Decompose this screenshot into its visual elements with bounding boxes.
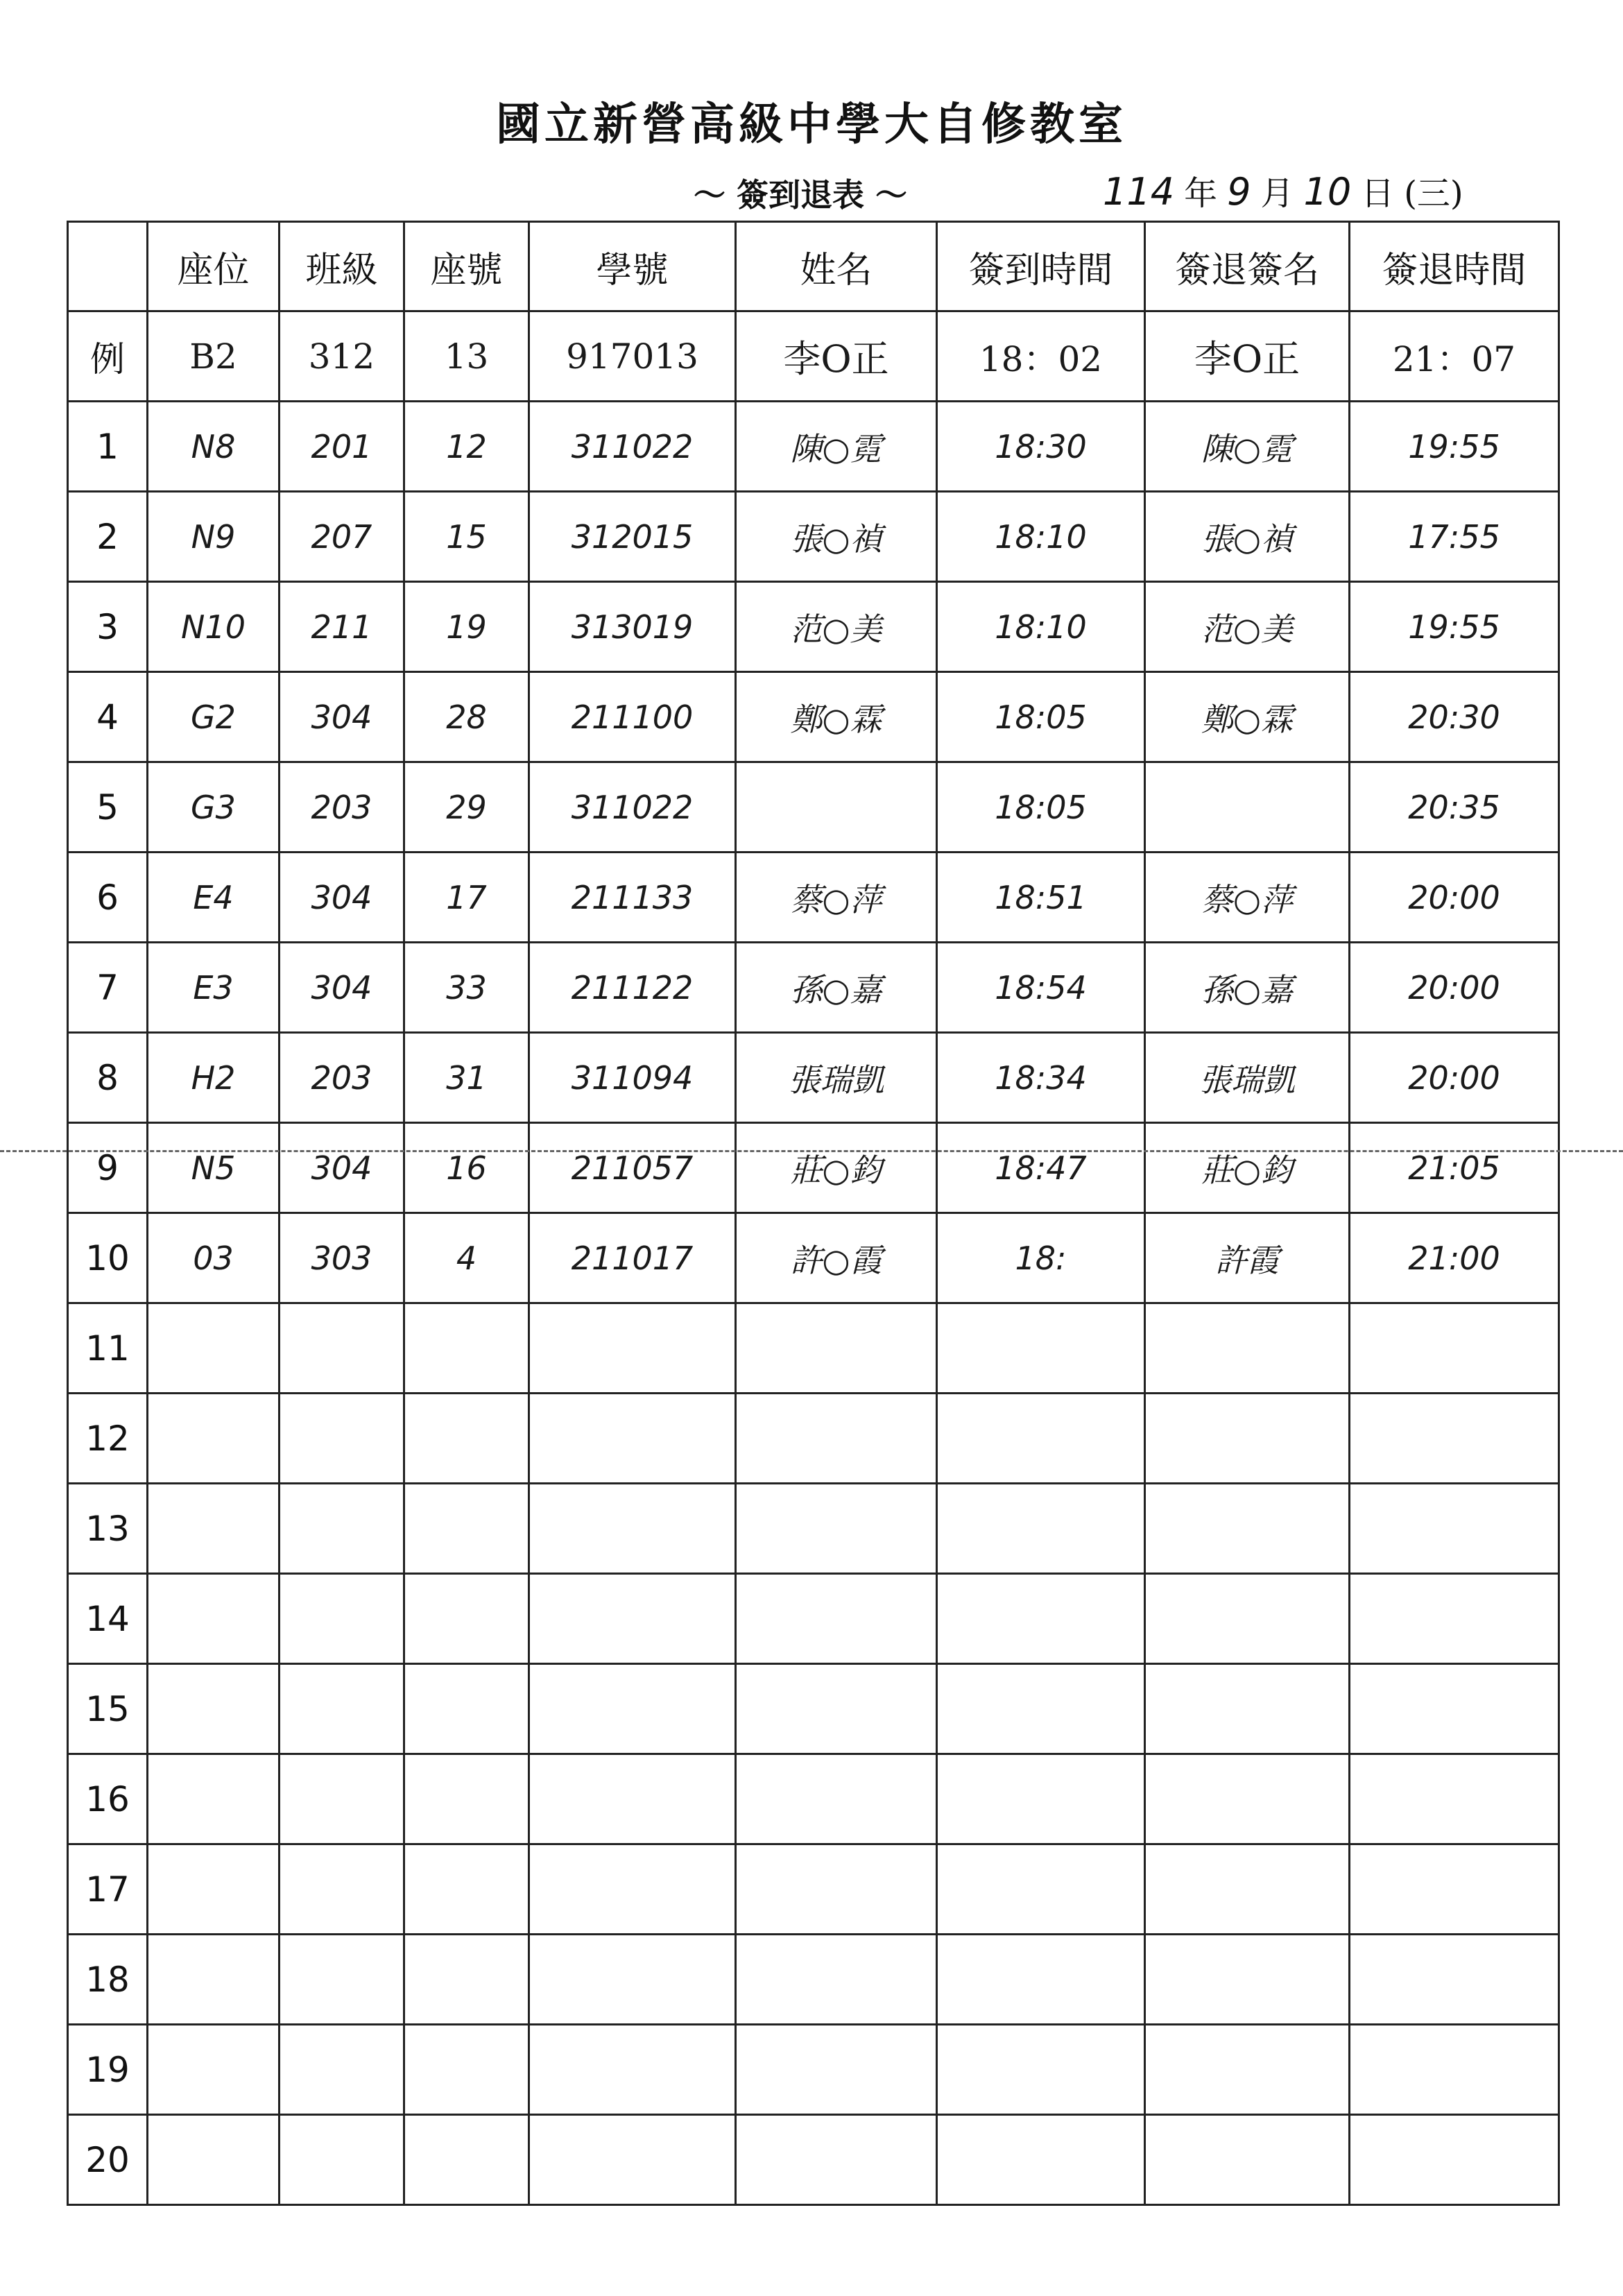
table-row xyxy=(68,1303,1559,1394)
table-row xyxy=(68,582,1559,672)
cell-student-id: 211057 xyxy=(529,1123,736,1213)
cell-student-id: 311022 xyxy=(529,402,736,492)
cell-sign-out-time: 20:00 xyxy=(1350,1033,1559,1123)
header-seat-no: 座號 xyxy=(404,222,529,311)
cell-seat-no xyxy=(404,1303,529,1394)
cell-sign-out-name xyxy=(1145,1935,1350,2025)
date-year: 114 xyxy=(1103,170,1175,214)
row-number: 4 xyxy=(68,672,148,762)
date-day-label: 日 xyxy=(1361,174,1395,213)
cell-class xyxy=(280,1394,404,1484)
row-number: 12 xyxy=(68,1394,148,1484)
cell-student-id: 311094 xyxy=(529,1033,736,1123)
cell-seat-no xyxy=(404,1664,529,1754)
date-year-label: 年 xyxy=(1184,174,1218,213)
cell-name xyxy=(736,1664,937,1754)
cell-seat: G2 xyxy=(148,672,280,762)
table-row xyxy=(68,853,1559,943)
cell-sign-in-time: 18:51 xyxy=(937,853,1145,943)
cell-student-id xyxy=(529,1484,736,1574)
cell-name: 莊○鈞 xyxy=(736,1123,937,1213)
cell-sign-out-name: 鄭○霖 xyxy=(1145,672,1350,762)
cell-seat-no xyxy=(404,1484,529,1574)
cell-student-id: 312015 xyxy=(529,492,736,582)
table-row xyxy=(68,1844,1559,1935)
cell-seat-no xyxy=(404,2025,529,2115)
row-number: 14 xyxy=(68,1574,148,1664)
header-index xyxy=(68,222,148,311)
cell-student-id xyxy=(529,1574,736,1664)
cell-sign-out-name: 李O正 xyxy=(1145,311,1350,402)
table-row xyxy=(68,2025,1559,2115)
cell-sign-out-name xyxy=(1145,1664,1350,1754)
cell-class: 304 xyxy=(280,672,404,762)
cell-name xyxy=(736,1844,937,1935)
cell-sign-out-time: 21:05 xyxy=(1350,1123,1559,1213)
cell-sign-in-time: 18:05 xyxy=(937,762,1145,853)
row-number: 1 xyxy=(68,402,148,492)
cell-student-id: 211100 xyxy=(529,672,736,762)
cell-class xyxy=(280,1844,404,1935)
cell-class xyxy=(280,1574,404,1664)
cell-name: 鄭○霖 xyxy=(736,672,937,762)
cell-class: 304 xyxy=(280,1123,404,1213)
cell-student-id xyxy=(529,1844,736,1935)
cell-sign-in-time xyxy=(937,2115,1145,2205)
fold-line xyxy=(0,1150,1623,1152)
cell-sign-in-time: 18：02 xyxy=(937,311,1145,402)
cell-name xyxy=(736,2025,937,2115)
cell-seat xyxy=(148,1935,280,2025)
cell-student-id: 211017 xyxy=(529,1213,736,1303)
cell-name xyxy=(736,1484,937,1574)
cell-seat xyxy=(148,2115,280,2205)
row-number: 16 xyxy=(68,1754,148,1844)
cell-sign-out-time xyxy=(1350,1484,1559,1574)
cell-seat-no xyxy=(404,1935,529,2025)
cell-sign-out-time: 20:35 xyxy=(1350,762,1559,853)
cell-seat-no: 28 xyxy=(404,672,529,762)
table-row xyxy=(68,1574,1559,1664)
cell-sign-out-time xyxy=(1350,1574,1559,1664)
cell-seat-no xyxy=(404,1394,529,1484)
cell-name: 張瑞凱 xyxy=(736,1033,937,1123)
cell-student-id xyxy=(529,1935,736,2025)
row-number: 2 xyxy=(68,492,148,582)
cell-sign-out-name: 孫○嘉 xyxy=(1145,943,1350,1033)
table-row xyxy=(68,672,1559,762)
cell-sign-out-name xyxy=(1145,762,1350,853)
cell-class: 203 xyxy=(280,762,404,853)
cell-sign-in-time: 18:54 xyxy=(937,943,1145,1033)
cell-seat-no xyxy=(404,1844,529,1935)
row-number: 15 xyxy=(68,1664,148,1754)
cell-name: 范○美 xyxy=(736,582,937,672)
cell-seat-no xyxy=(404,1574,529,1664)
table-row xyxy=(68,1664,1559,1754)
cell-seat: G3 xyxy=(148,762,280,853)
cell-student-id: 211133 xyxy=(529,853,736,943)
cell-sign-out-time: 19:55 xyxy=(1350,402,1559,492)
cell-seat: 03 xyxy=(148,1213,280,1303)
cell-class: 304 xyxy=(280,853,404,943)
cell-sign-in-time xyxy=(937,1754,1145,1844)
row-number: 13 xyxy=(68,1484,148,1574)
header-name: 姓名 xyxy=(736,222,937,311)
date-day: 10 xyxy=(1303,170,1352,214)
cell-sign-in-time xyxy=(937,1394,1145,1484)
row-number: 11 xyxy=(68,1303,148,1394)
cell-seat: N5 xyxy=(148,1123,280,1213)
cell-seat-no: 15 xyxy=(404,492,529,582)
row-number: 例 xyxy=(68,311,148,402)
table-row xyxy=(68,1754,1559,1844)
date-weekday: (三) xyxy=(1404,174,1463,213)
cell-sign-out-time xyxy=(1350,2025,1559,2115)
cell-name xyxy=(736,1935,937,2025)
cell-seat-no: 29 xyxy=(404,762,529,853)
cell-sign-in-time xyxy=(937,2025,1145,2115)
cell-sign-in-time xyxy=(937,1935,1145,2025)
date-month: 9 xyxy=(1227,170,1251,214)
cell-name xyxy=(736,2115,937,2205)
cell-name: 蔡○萍 xyxy=(736,853,937,943)
cell-student-id xyxy=(529,1754,736,1844)
table-row xyxy=(68,2115,1559,2205)
cell-seat xyxy=(148,1664,280,1754)
cell-student-id: 211122 xyxy=(529,943,736,1033)
cell-sign-out-name: 范○美 xyxy=(1145,582,1350,672)
row-number: 7 xyxy=(68,943,148,1033)
cell-class xyxy=(280,1303,404,1394)
row-number: 8 xyxy=(68,1033,148,1123)
cell-class: 201 xyxy=(280,402,404,492)
cell-sign-in-time xyxy=(937,1844,1145,1935)
row-number: 6 xyxy=(68,853,148,943)
cell-name: 許○霞 xyxy=(736,1213,937,1303)
cell-seat-no: 19 xyxy=(404,582,529,672)
cell-class: 303 xyxy=(280,1213,404,1303)
row-number: 10 xyxy=(68,1213,148,1303)
row-number: 3 xyxy=(68,582,148,672)
row-number: 20 xyxy=(68,2115,148,2205)
cell-seat: N9 xyxy=(148,492,280,582)
cell-sign-out-name: 陳○霓 xyxy=(1145,402,1350,492)
header-row xyxy=(68,222,1559,311)
cell-class: 211 xyxy=(280,582,404,672)
header-sign-out-name: 簽退簽名 xyxy=(1145,222,1350,311)
cell-sign-in-time xyxy=(937,1484,1145,1574)
cell-seat-no xyxy=(404,1754,529,1844)
cell-student-id xyxy=(529,2025,736,2115)
cell-class: 207 xyxy=(280,492,404,582)
cell-sign-in-time: 18:05 xyxy=(937,672,1145,762)
page-title: 國立新營高級中學大自修教室 xyxy=(496,98,1127,151)
cell-seat-no: 16 xyxy=(404,1123,529,1213)
table-row xyxy=(68,1213,1559,1303)
cell-name: 張○禎 xyxy=(736,492,937,582)
table-row xyxy=(68,1935,1559,2025)
cell-name: 李O正 xyxy=(736,311,937,402)
cell-student-id: 311022 xyxy=(529,762,736,853)
cell-name xyxy=(736,762,937,853)
cell-seat-no: 12 xyxy=(404,402,529,492)
cell-sign-out-time: 20:30 xyxy=(1350,672,1559,762)
table-row xyxy=(68,1394,1559,1484)
cell-sign-in-time xyxy=(937,1664,1145,1754)
header-class: 班級 xyxy=(280,222,404,311)
cell-seat-no: 31 xyxy=(404,1033,529,1123)
cell-student-id: 917013 xyxy=(529,311,736,402)
cell-sign-out-time: 19:55 xyxy=(1350,582,1559,672)
header-seat: 座位 xyxy=(148,222,280,311)
cell-seat xyxy=(148,1303,280,1394)
cell-seat xyxy=(148,2025,280,2115)
sign-in-table xyxy=(67,221,1560,2206)
cell-sign-out-time xyxy=(1350,1844,1559,1935)
row-number: 18 xyxy=(68,1935,148,2025)
cell-seat: N8 xyxy=(148,402,280,492)
cell-seat-no xyxy=(404,2115,529,2205)
cell-class: 203 xyxy=(280,1033,404,1123)
cell-class: 312 xyxy=(280,311,404,402)
date-month-label: 月 xyxy=(1260,174,1294,213)
cell-seat xyxy=(148,1484,280,1574)
cell-sign-in-time: 18:30 xyxy=(937,402,1145,492)
cell-name: 孫○嘉 xyxy=(736,943,937,1033)
cell-seat xyxy=(148,1574,280,1664)
cell-sign-out-time: 17:55 xyxy=(1350,492,1559,582)
cell-sign-in-time: 18:10 xyxy=(937,492,1145,582)
cell-sign-out-time: 20:00 xyxy=(1350,943,1559,1033)
cell-sign-out-name xyxy=(1145,2115,1350,2205)
table-row xyxy=(68,1033,1559,1123)
cell-seat: B2 xyxy=(148,311,280,402)
cell-seat: E4 xyxy=(148,853,280,943)
cell-name xyxy=(736,1754,937,1844)
cell-student-id: 313019 xyxy=(529,582,736,672)
table-row xyxy=(68,1484,1559,1574)
cell-seat xyxy=(148,1754,280,1844)
table-row xyxy=(68,1123,1559,1213)
cell-sign-out-name: 莊○鈞 xyxy=(1145,1123,1350,1213)
cell-class xyxy=(280,1935,404,2025)
cell-sign-out-name: 張○禎 xyxy=(1145,492,1350,582)
cell-sign-out-time xyxy=(1350,1664,1559,1754)
cell-student-id xyxy=(529,1664,736,1754)
cell-sign-out-time xyxy=(1350,2115,1559,2205)
header-sign-in-time: 簽到時間 xyxy=(937,222,1145,311)
cell-seat-no: 13 xyxy=(404,311,529,402)
header-student-id: 學號 xyxy=(529,222,736,311)
cell-sign-in-time: 18:47 xyxy=(937,1123,1145,1213)
cell-name xyxy=(736,1394,937,1484)
cell-sign-out-time: 21:00 xyxy=(1350,1213,1559,1303)
cell-sign-out-name: 蔡○萍 xyxy=(1145,853,1350,943)
table-row xyxy=(68,402,1559,492)
cell-sign-in-time: 18:10 xyxy=(937,582,1145,672)
cell-class xyxy=(280,2115,404,2205)
date-line xyxy=(1103,166,1463,214)
row-number: 5 xyxy=(68,762,148,853)
cell-sign-out-time: 20:00 xyxy=(1350,853,1559,943)
cell-sign-in-time xyxy=(937,1303,1145,1394)
cell-name: 陳○霓 xyxy=(736,402,937,492)
row-number: 17 xyxy=(68,1844,148,1935)
cell-seat-no: 17 xyxy=(404,853,529,943)
cell-sign-out-name: 張瑞凱 xyxy=(1145,1033,1350,1123)
cell-sign-out-name xyxy=(1145,2025,1350,2115)
table-row xyxy=(68,943,1559,1033)
cell-seat xyxy=(148,1394,280,1484)
cell-seat xyxy=(148,1844,280,1935)
form-subtitle: ～ 簽到退表 ～ xyxy=(694,176,908,214)
example-row xyxy=(68,311,1559,402)
row-number: 19 xyxy=(68,2025,148,2115)
table-row xyxy=(68,762,1559,853)
cell-student-id xyxy=(529,1394,736,1484)
table-row xyxy=(68,492,1559,582)
cell-seat-no: 33 xyxy=(404,943,529,1033)
cell-sign-out-name xyxy=(1145,1754,1350,1844)
cell-class: 304 xyxy=(280,943,404,1033)
cell-student-id xyxy=(529,1303,736,1394)
row-number: 9 xyxy=(68,1123,148,1213)
cell-sign-out-name xyxy=(1145,1303,1350,1394)
cell-class xyxy=(280,1754,404,1844)
cell-seat-no: 4 xyxy=(404,1213,529,1303)
header-sign-out-time: 簽退時間 xyxy=(1350,222,1559,311)
cell-name xyxy=(736,1303,937,1394)
cell-seat: E3 xyxy=(148,943,280,1033)
cell-sign-out-time xyxy=(1350,1303,1559,1394)
cell-student-id xyxy=(529,2115,736,2205)
cell-sign-in-time xyxy=(937,1574,1145,1664)
cell-sign-out-name xyxy=(1145,1844,1350,1935)
cell-sign-out-name xyxy=(1145,1574,1350,1664)
cell-sign-out-name: 許霞 xyxy=(1145,1213,1350,1303)
cell-sign-in-time: 18:34 xyxy=(937,1033,1145,1123)
cell-sign-out-time: 21：07 xyxy=(1350,311,1559,402)
cell-sign-out-name xyxy=(1145,1484,1350,1574)
cell-seat: H2 xyxy=(148,1033,280,1123)
cell-sign-out-time xyxy=(1350,1754,1559,1844)
cell-sign-out-time xyxy=(1350,1935,1559,2025)
cell-class xyxy=(280,2025,404,2115)
cell-class xyxy=(280,1664,404,1754)
cell-sign-in-time: 18: xyxy=(937,1213,1145,1303)
cell-class xyxy=(280,1484,404,1574)
cell-sign-out-name xyxy=(1145,1394,1350,1484)
cell-seat: N10 xyxy=(148,582,280,672)
cell-name xyxy=(736,1574,937,1664)
cell-sign-out-time xyxy=(1350,1394,1559,1484)
